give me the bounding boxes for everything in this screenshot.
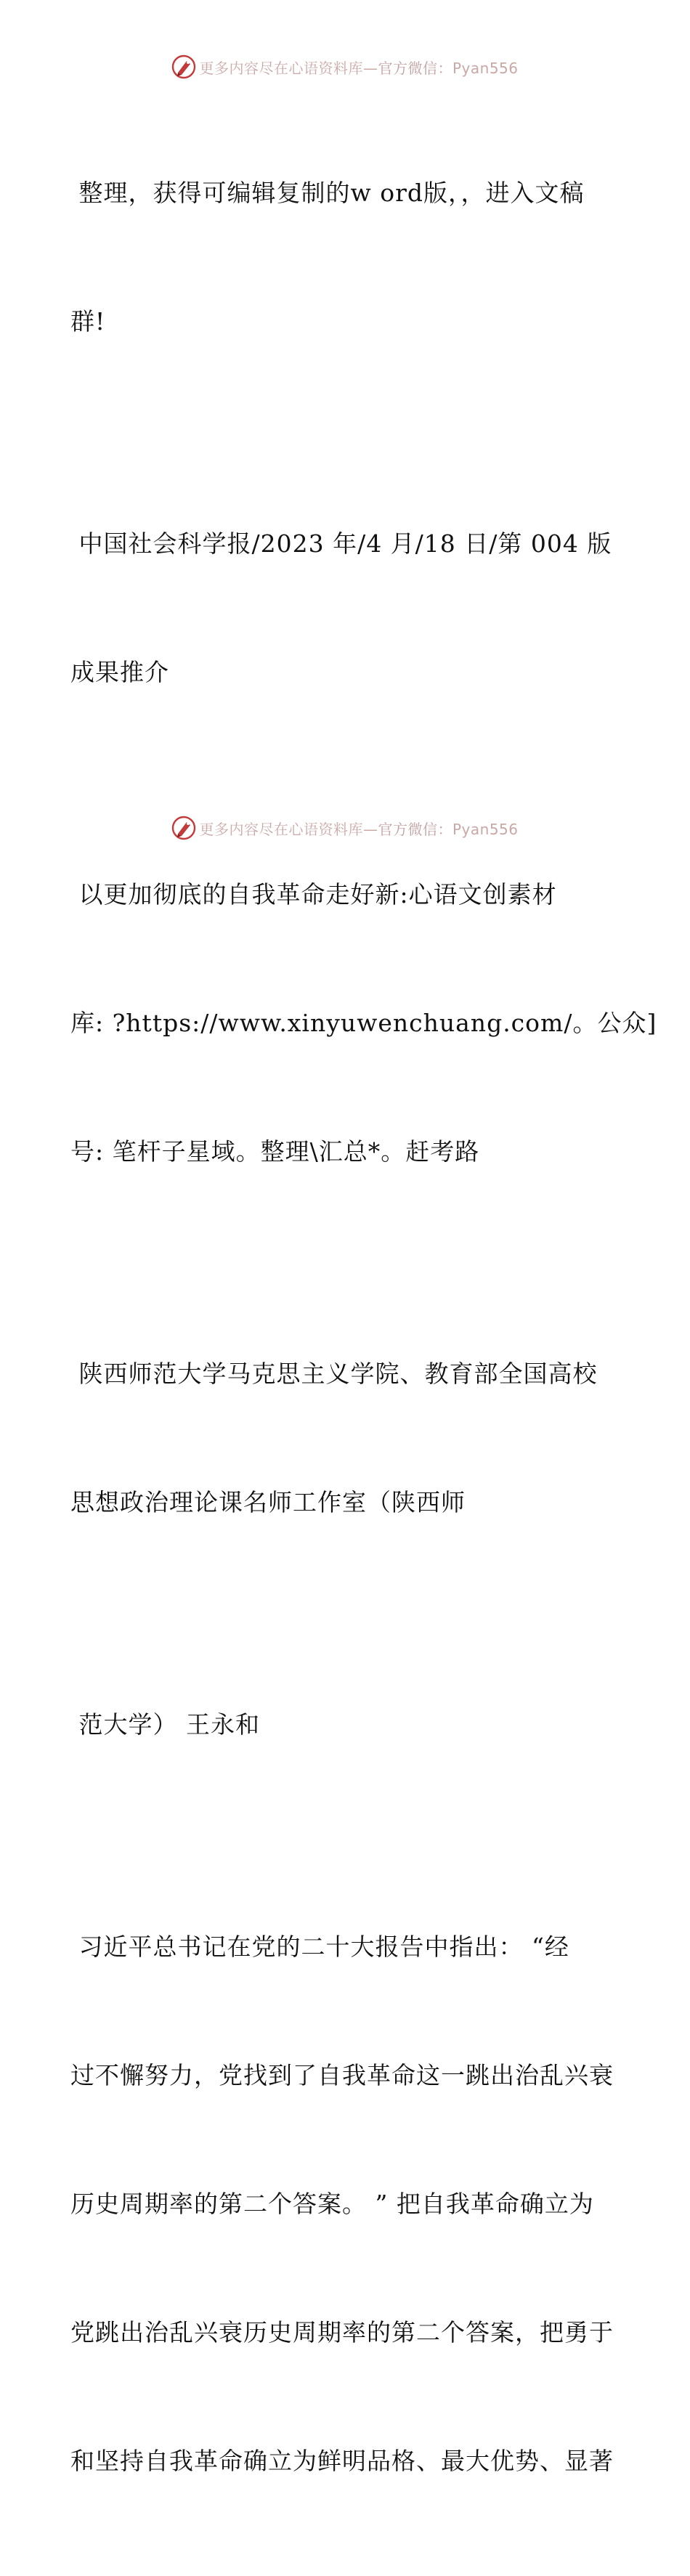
watermark-official: 官方微信： xyxy=(378,59,452,77)
paragraph xyxy=(70,436,622,779)
text-line: 整理，获得可编辑复制的w ord版，，进入文稿 xyxy=(70,179,585,207)
watermark-separator: — xyxy=(362,59,378,77)
watermark-brand: 更多内容尽在心语资料库 xyxy=(199,59,363,77)
watermark-wechat-id: Pyan556 xyxy=(452,59,519,77)
text-line: 号: 笔杆子星域。整理\汇总*。赶考路 xyxy=(70,1137,480,1166)
text-line: 成果推介 xyxy=(70,658,169,686)
text-line: 中国社会科学报/2023 年/4 月/18 日/第 004 版 xyxy=(70,529,612,558)
text-line: 历史周期率的第二个答案。 ” 把自我革命确立为 xyxy=(70,2190,594,2218)
text-line: 范大学） 王永和 xyxy=(70,1710,260,1739)
watermark-text xyxy=(199,818,518,839)
paragraph xyxy=(70,787,657,1259)
paragraph xyxy=(70,1617,622,1832)
pen-logo-icon xyxy=(171,816,196,840)
watermark-brand: 更多内容尽在心语资料库 xyxy=(199,820,363,838)
text-line: 群! xyxy=(70,307,106,336)
text-line: 库: ?https://www.xinyuwenchuang.com/。公众] xyxy=(70,1009,657,1037)
watermark-official: 官方微信： xyxy=(378,820,452,838)
text-line: 党跳出治乱兴衰历史周期率的第二个答案，把勇于 xyxy=(70,2318,614,2347)
header-watermark xyxy=(0,52,690,81)
paragraph xyxy=(70,1840,622,2568)
watermark-text xyxy=(199,57,518,78)
text-line: 思想政治理论课名师工作室（陕西师 xyxy=(70,1488,466,1516)
watermark-wechat-id: Pyan556 xyxy=(452,820,519,838)
paragraph xyxy=(70,86,622,428)
document-body xyxy=(70,86,657,2576)
text-line: 和坚持自我革命确立为鲜明品格、最大优势、显著 xyxy=(70,2447,614,2475)
paragraph xyxy=(70,1267,622,1609)
footer-watermark xyxy=(0,813,690,842)
text-line: 习近平总书记在党的二十大报告中指出： “经 xyxy=(70,1933,569,1961)
text-line: 以更加彻底的自我革命走好新:心语文创素材 xyxy=(70,880,557,909)
text-line: 过不懈努力，党找到了自我革命这一跳出治乱兴衰 xyxy=(70,2061,614,2089)
pen-logo-icon xyxy=(171,54,196,79)
text-line: 陕西师范大学马克思主义学院、教育部全国高校 xyxy=(70,1360,598,1388)
watermark-separator: — xyxy=(362,820,378,838)
